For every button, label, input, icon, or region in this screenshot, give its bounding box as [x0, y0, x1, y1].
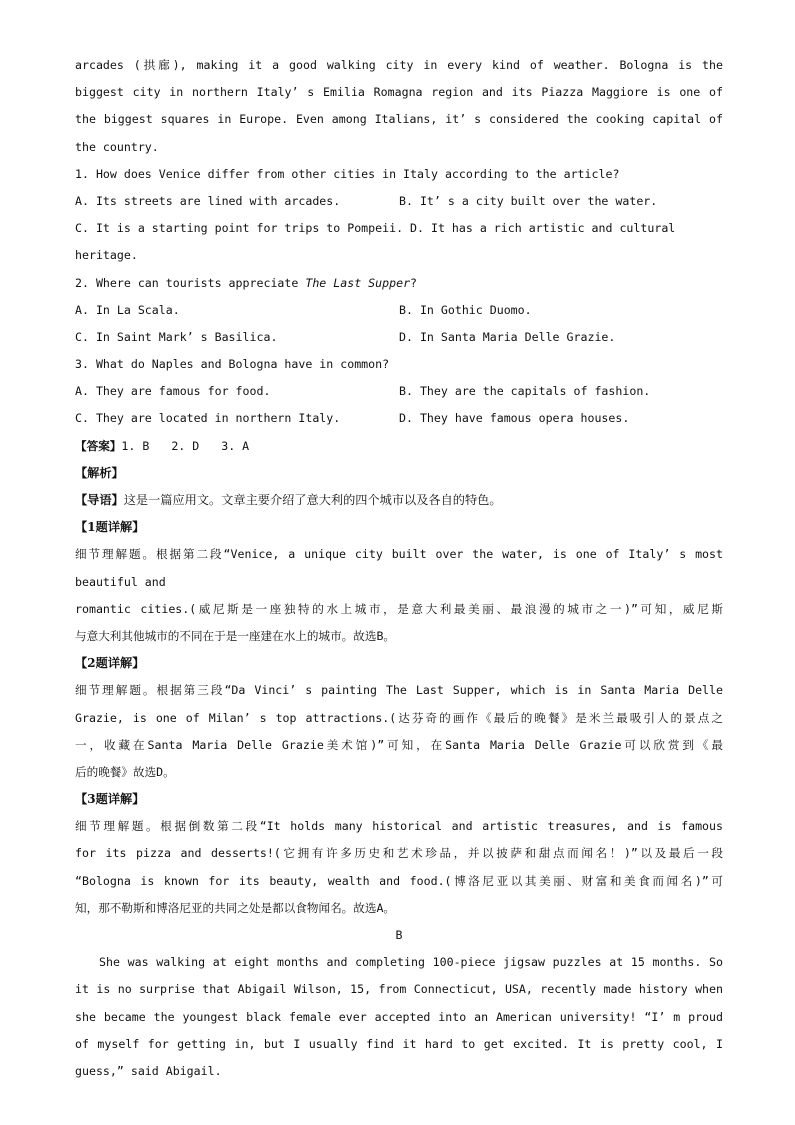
question-1-options-ab — [75, 188, 723, 215]
detail-1-line: 与意大利其他城市的不同在于是一座建在水上的城市。故选B。 — [75, 628, 396, 643]
section-b-line: She was walking at eight months and completing 100-piece jigsaw puzzles at 15 months. So — [99, 955, 723, 970]
question-2-option-b: B. In Gothic Duomo. — [399, 302, 532, 317]
question-1-option-d: D. It has a rich artistic and cultural — [410, 221, 676, 236]
analysis-label: 【解析】 — [75, 465, 124, 480]
section-b-line: of myself for getting in, but I usually find it hard to get excited. It is pretty cool, I — [75, 1036, 723, 1051]
guide-text: 这是一篇应用文。文章主要介绍了意大利的四个城市以及各自的特色。 — [123, 493, 502, 507]
detail-3-label: 【3题详解】 — [75, 792, 145, 807]
question-1-option-d-continued: heritage. — [75, 248, 138, 263]
answer-3: 3. A — [221, 438, 250, 453]
question-2-stem — [75, 270, 723, 297]
detail-2-line: 一，收藏在Santa Maria Delle Grazie美术馆)”可知，在Santa Maria Delle Grazie可以欣赏到《最 — [75, 737, 723, 752]
detail-2-label: 【2题详解】 — [75, 656, 145, 671]
detail-1-line: beautiful and — [75, 574, 166, 589]
section-b-line: it is no surprise that Abigail Wilson, 15, from Connecticut, USA, recently made history when — [75, 982, 723, 997]
guide-label: 【导语】 — [75, 493, 124, 507]
question-3-option-a: A. They are famous for food. — [75, 384, 271, 399]
answer-label: 【答案】 — [75, 438, 122, 453]
document-page — [75, 52, 723, 1085]
question-2-option-a: A. In La Scala. — [75, 302, 180, 317]
question-2-options-ab — [75, 297, 723, 324]
detail-2-line: 后的晚餐》故选D。 — [75, 764, 175, 779]
passage-line: biggest city in northern Italy’ s Emilia Romagna region and its Piazza Maggiore is one of — [75, 85, 723, 100]
question-1-stem: 1. How does Venice differ from other cities in Italy according to the article? — [75, 166, 620, 181]
detail-1-label: 【1题详解】 — [75, 520, 145, 535]
question-3-options-ab — [75, 378, 723, 405]
section-b-heading: B — [395, 928, 403, 942]
detail-1-line: 细节理解题。根据第二段“Venice, a unique city built over the water, is one of Italy’ s most — [75, 547, 723, 562]
passage-line: the country. — [75, 139, 159, 154]
question-2-option-d: D. In Santa Maria Delle Grazie. — [399, 329, 616, 344]
question-2-stem-text: 2. Where can tourists appreciate — [75, 275, 306, 290]
question-3-option-b: B. They are the capitals of fashion. — [399, 384, 651, 399]
detail-1-line: romantic cities.(威尼斯是一座独特的水上城市，是意大利最美丽、最浪漫的城市之一)”可知，威尼斯 — [75, 601, 723, 616]
question-3-stem: 3. What do Naples and Bologna have in common? — [75, 357, 390, 372]
detail-3-line: for its pizza and desserts!(它拥有许多历史和艺术珍品，并以披萨和甜点而闻名！)”以及最后一段 — [75, 846, 723, 861]
question-2-stem-end: ? — [410, 275, 418, 290]
question-2-stem-title: The Last Supper — [305, 275, 411, 290]
answer-line — [75, 433, 723, 460]
question-2-options-cd — [75, 324, 723, 351]
question-1-options-cd — [75, 215, 723, 242]
question-1-option-b: B. It’ s a city built over the water. — [399, 193, 658, 208]
answer-1: 1. B — [121, 438, 150, 453]
detail-3-line: “Bologna is known for its beauty, wealth and food.(博洛尼亚以其美丽、财富和美食而闻名)”可 — [75, 873, 723, 888]
question-3-option-c: C. They are located in northern Italy. — [75, 411, 341, 426]
passage-line: arcades (拱廊), making it a good walking city in every kind of weather. Bologna is the — [75, 58, 723, 72]
section-b-line: she became the youngest black female ever accepted into an American university! “I’ m proud — [75, 1009, 723, 1024]
question-1-option-a: A. Its streets are lined with arcades. — [75, 193, 341, 208]
detail-2-line: 细节理解题。根据第三段“Da Vinci’ s painting The Last Supper, which is in Santa Maria Delle — [75, 683, 723, 698]
detail-3-line: 细节理解题。根据倒数第二段“It holds many historical and artistic treasures, and is famous — [75, 819, 723, 834]
detail-3-line: 知，那不勒斯和博洛尼亚的共同之处是都以食物闻名。故选A。 — [75, 900, 396, 915]
guide-line — [75, 487, 723, 514]
question-1-option-c: C. It is a starting point for trips to Pompeii. — [75, 221, 404, 236]
section-b-line: guess,” said Abigail. — [75, 1063, 222, 1078]
passage-line: the biggest squares in Europe. Even among Italians, it’ s considered the cooking capital of — [75, 112, 723, 127]
detail-2-line: Grazie, is one of Milan’ s top attractions.(达芬奇的画作《最后的晚餐》是米兰最吸引人的景点之 — [75, 710, 723, 725]
answer-2: 2. D — [171, 438, 200, 453]
question-2-option-c: C. In Saint Mark’ s Basilica. — [75, 329, 278, 344]
question-3-options-cd — [75, 405, 723, 432]
question-3-option-d: D. They have famous opera houses. — [399, 411, 630, 426]
